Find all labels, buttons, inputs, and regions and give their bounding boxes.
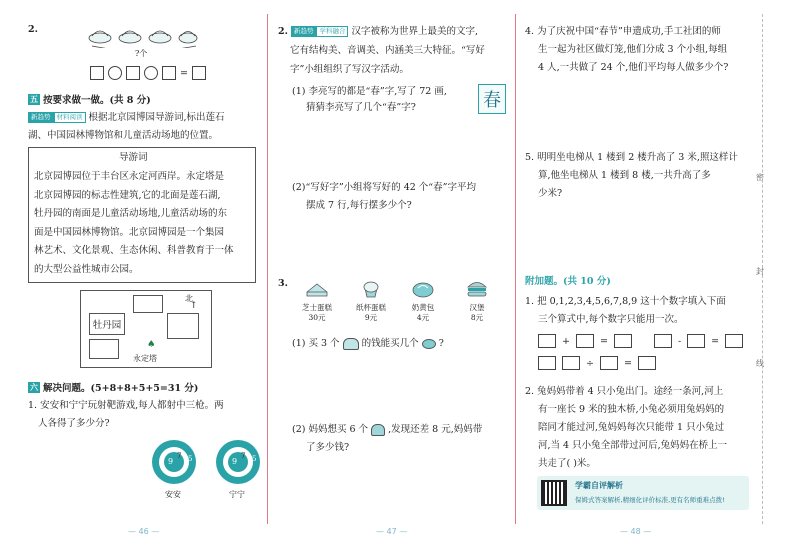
qr-code-icon[interactable] — [541, 480, 567, 506]
cheesecake-icon — [304, 278, 330, 298]
section-5-header — [28, 92, 151, 106]
reading-tag: 材料阅读 — [54, 112, 86, 123]
digit-box[interactable] — [725, 334, 743, 348]
north-label: 北 — [185, 294, 193, 303]
section-6-header — [28, 380, 198, 394]
section-badge: 五 — [30, 93, 38, 104]
guide-line: 面是中国园林博物馆。北京园博园是一个集园 — [34, 226, 225, 238]
margin-char: 线 — [756, 359, 764, 368]
cakes-illustration — [88, 22, 198, 48]
scan-title: 学霸自评解析 — [575, 481, 623, 490]
digit-box[interactable] — [576, 334, 594, 348]
e1-line1: 1. 把 0,1,2,3,4,5,6,7,8,9 这十个数字填入下面 — [525, 296, 726, 307]
food-custard-bun: 奶黄包 4元 — [398, 278, 448, 323]
tower-label: 永定塔 — [133, 354, 157, 363]
q2-line2: 它有结构美、音调美、内涵美三大特征。“写好 — [290, 45, 485, 56]
q3-number: 3. — [278, 278, 288, 289]
map-question-line1: 新趋势 材料阅读 根据北京园博园导游词,标出莲石 — [28, 110, 225, 125]
q4-line2: 生一起为社区做灯笼,他们分成 3 个小组,每组 — [538, 44, 728, 55]
q5-line1: 5. 明明坐电梯从 1 楼到 2 楼升高了 3 米,照这样计 — [525, 152, 738, 163]
peony-label: 牡丹园 — [92, 320, 122, 331]
burger-icon — [464, 278, 490, 298]
map-plot-top[interactable] — [133, 295, 163, 313]
operator-circle[interactable] — [144, 66, 158, 80]
e2-line1: 2. 兔妈妈带着 4 只小兔出门。途经一条河,河上 — [525, 386, 724, 397]
map-plot-right[interactable] — [167, 313, 199, 339]
digit-box[interactable] — [687, 334, 705, 348]
seal-line — [762, 14, 763, 524]
guide-title: 导游词 — [119, 152, 148, 163]
margin-char: 封 — [756, 267, 764, 276]
q5-line3: 少米? — [538, 188, 563, 199]
sub1-line1: (1) 李亮写的都是“春”字,写了 72 画, — [292, 86, 447, 97]
sub2-line1: (2)“写好字”小组将写好的 42 个“春”字平均 — [292, 182, 477, 193]
north-arrow-icon: ↑ — [190, 301, 198, 311]
guide-line: 北京园博园位于丰台区永定河西岸。永定塔是 — [34, 171, 225, 182]
q2-line3: 字”小组组织了写汉字活动。 — [290, 64, 409, 75]
margin-char: 密 — [756, 173, 764, 182]
digit-box[interactable] — [538, 334, 556, 348]
guide-text-box — [28, 147, 256, 283]
an-label: 安安 — [165, 490, 181, 499]
page-number-46: — 46 — — [128, 527, 160, 536]
section-title: 解决问题。(5+8+8+5+5=31 分) — [43, 383, 199, 394]
guide-body — [34, 168, 234, 279]
sub2-line2: 摆成 7 行,每行摆多少个? — [306, 200, 412, 211]
column-divider — [515, 14, 516, 524]
ning-label: 宁宁 — [229, 490, 245, 499]
e2-line5: 共走了( )米。 — [538, 458, 596, 469]
cheesecake-icon — [343, 338, 359, 350]
equation-boxes — [90, 66, 206, 80]
guide-line: 牡丹园的南面是儿童活动场地,儿童活动场的东 — [34, 208, 228, 219]
self-review-banner[interactable] — [537, 476, 749, 510]
cake-count-label: ?个 — [135, 49, 148, 58]
page-number-48: — 48 — — [620, 527, 652, 536]
custard-bun-icon — [422, 339, 436, 349]
custard-bun-icon — [410, 278, 436, 298]
answer-box[interactable] — [126, 66, 140, 80]
equation-row-1: + = - = — [538, 334, 743, 348]
target-an: 9 7 5 — [152, 440, 196, 484]
digit-box[interactable] — [600, 356, 618, 370]
equals-sign: = — [180, 67, 188, 79]
food-burger: 汉堡 8元 — [452, 278, 502, 323]
q1-line2: 人各得了多少分? — [38, 418, 110, 429]
tower-icon: ♠ — [147, 339, 156, 350]
q4-line1: 4. 为了庆祝中国“春节”申遗成功,手工社团的师 — [525, 26, 721, 37]
trend-tag: 新趋势 — [28, 112, 54, 123]
guide-line: 的大型公益性城市公园。 — [34, 263, 139, 275]
map-question-line2: 湖、中国园林博物馆和儿童活动场地的位置。 — [28, 130, 219, 141]
food-cheesecake: 芝士蛋糕 30元 — [292, 278, 342, 323]
q3-sub2-line2: 了多少钱? — [306, 442, 350, 453]
subject-tag: 学科融合 — [316, 26, 348, 37]
answer-box[interactable] — [192, 66, 206, 80]
cupcake-icon — [371, 424, 385, 436]
q1-line1: 1. 安安和宁宁玩射靶游戏,每人都射中三枪。两 — [28, 400, 224, 411]
q4-line3: 4 人,一共做了 24 个,他们平均每人做多少个? — [538, 62, 729, 73]
answer-box[interactable] — [90, 66, 104, 80]
digit-box[interactable] — [654, 334, 672, 348]
digit-box[interactable] — [538, 356, 556, 370]
e2-line4: 河,当 4 只小兔全部带过河后,兔妈妈在桥上一 — [538, 440, 728, 451]
cupcake-icon — [358, 278, 384, 298]
page-number-47: — 47 — — [376, 527, 408, 536]
section-badge: 六 — [30, 381, 38, 392]
chun-character-card: 春 — [478, 84, 506, 114]
trend-tag: 新趋势 — [291, 26, 317, 37]
q3-sub1: (1) 买 3 个 的钱能买几个 ? — [292, 338, 444, 349]
operator-circle[interactable] — [108, 66, 122, 80]
equation-row-2: ÷ = — [538, 356, 656, 370]
guide-line: 北京园博园的标志性建筑,它的北面是莲石湖, — [34, 189, 221, 201]
extra-section-title: 附加题。(共 10 分) — [525, 276, 611, 287]
q3-sub2-line1: (2) 妈妈想买 6 个 ,发现还差 8 元,妈妈带 — [292, 424, 483, 435]
answer-box[interactable] — [162, 66, 176, 80]
guide-line: 林艺术、文化景观、生态休闲、科普教育于一体 — [34, 245, 234, 256]
map-plot-left[interactable] — [89, 339, 119, 359]
digit-box[interactable] — [638, 356, 656, 370]
map-peony-garden — [89, 313, 125, 335]
section-title: 按要求做一做。(共 8 分) — [43, 95, 151, 106]
e1-line2: 三个算式中,每个数字只能用一次。 — [538, 314, 684, 325]
e2-line2: 有一座长 9 米的独木桥,小兔必须用兔妈妈的 — [538, 404, 725, 415]
e2-line3: 陪同才能过河,兔妈妈每次只能带 1 只小兔过 — [538, 422, 725, 433]
park-map — [80, 290, 212, 368]
q2-number: 2. — [28, 24, 38, 35]
sub1-line2: 猜猜李亮写了几个“春”字? — [306, 102, 416, 113]
q5-line2: 算,他坐电梯从 1 楼到 8 楼,一共升高了多 — [538, 170, 711, 181]
digit-box[interactable] — [562, 356, 580, 370]
digit-box[interactable] — [614, 334, 632, 348]
column-divider — [267, 14, 268, 524]
scan-text: 保姆式答案解析,精细化评价标准,更有名师重难点拨! — [575, 496, 725, 504]
q2-line1: 2. 新趋势 学科融合 汉字被称为世界上最美的文字, — [278, 26, 479, 37]
food-cupcake: 纸杯蛋糕 9元 — [346, 278, 396, 323]
target-ning: 9 7 5 — [216, 440, 260, 484]
